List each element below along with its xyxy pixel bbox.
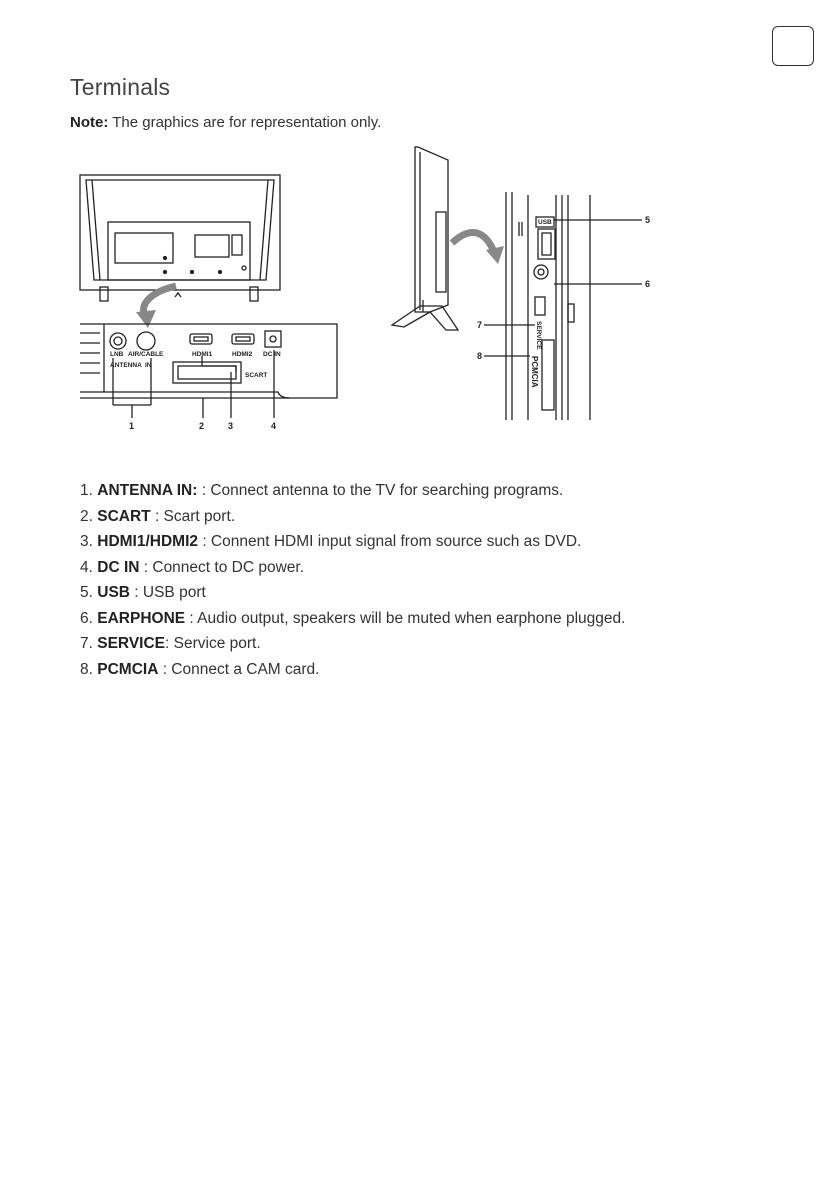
scart-label: SCART bbox=[245, 372, 268, 379]
pcmcia-label: PCMCIA bbox=[530, 356, 539, 388]
hdmi2-label: HDMI2 bbox=[232, 351, 253, 358]
list-item: 7. SERVICE: Service port. bbox=[80, 635, 261, 652]
list-item: 3. HDMI1/HDMI2 : Connent HDMI input signal from source such as DVD. bbox=[80, 533, 582, 550]
page-tab bbox=[772, 26, 814, 66]
rear-terminal-panel bbox=[80, 324, 337, 418]
callout-1: 1 bbox=[129, 421, 135, 431]
note bbox=[70, 114, 381, 131]
list-item: 5. USB : USB port bbox=[80, 584, 206, 601]
dc-in-label: DC IN bbox=[263, 351, 281, 358]
list-item: 2. SCART : Scart port. bbox=[80, 507, 236, 525]
tv-side-view bbox=[392, 147, 458, 330]
lnb-label: LNB bbox=[110, 351, 124, 358]
tv-back-view bbox=[80, 175, 280, 301]
in-label: IN bbox=[145, 362, 152, 369]
callout-2: 2 bbox=[199, 421, 205, 431]
arrow-right-icon bbox=[452, 232, 494, 252]
callout-7: 7 bbox=[477, 320, 483, 330]
usb-label: USB bbox=[538, 219, 552, 226]
callout-4: 4 bbox=[271, 421, 277, 431]
callout-5: 5 bbox=[645, 215, 651, 225]
callout-3: 3 bbox=[228, 421, 234, 431]
terminals-diagram bbox=[0, 140, 839, 440]
list-item: 8. PCMCIA : Connect a CAM card. bbox=[80, 660, 320, 678]
hdmi1-label: HDMI1 bbox=[192, 351, 213, 358]
antenna-label: ANTENNA bbox=[110, 362, 142, 369]
note-label: Note: bbox=[70, 114, 109, 131]
note-text: The graphics are for representation only. bbox=[108, 114, 382, 131]
air-cable-label: AIR/CABLE bbox=[128, 351, 164, 358]
list-item: 6. EARPHONE : Audio output, speakers will be muted when earphone plugged. bbox=[80, 609, 626, 627]
list-item: 1. ANTENNA IN: : Connect antenna to the TV for searching programs. bbox=[80, 482, 564, 499]
side-terminal-panel bbox=[484, 192, 642, 420]
callout-8: 8 bbox=[477, 351, 483, 361]
list-item: 4. DC IN : Connect to DC power. bbox=[80, 558, 305, 576]
service-label: SERVICE bbox=[535, 321, 542, 350]
callout-6: 6 bbox=[645, 279, 651, 289]
page-title: Terminals bbox=[70, 74, 171, 100]
terminal-list bbox=[80, 478, 625, 682]
